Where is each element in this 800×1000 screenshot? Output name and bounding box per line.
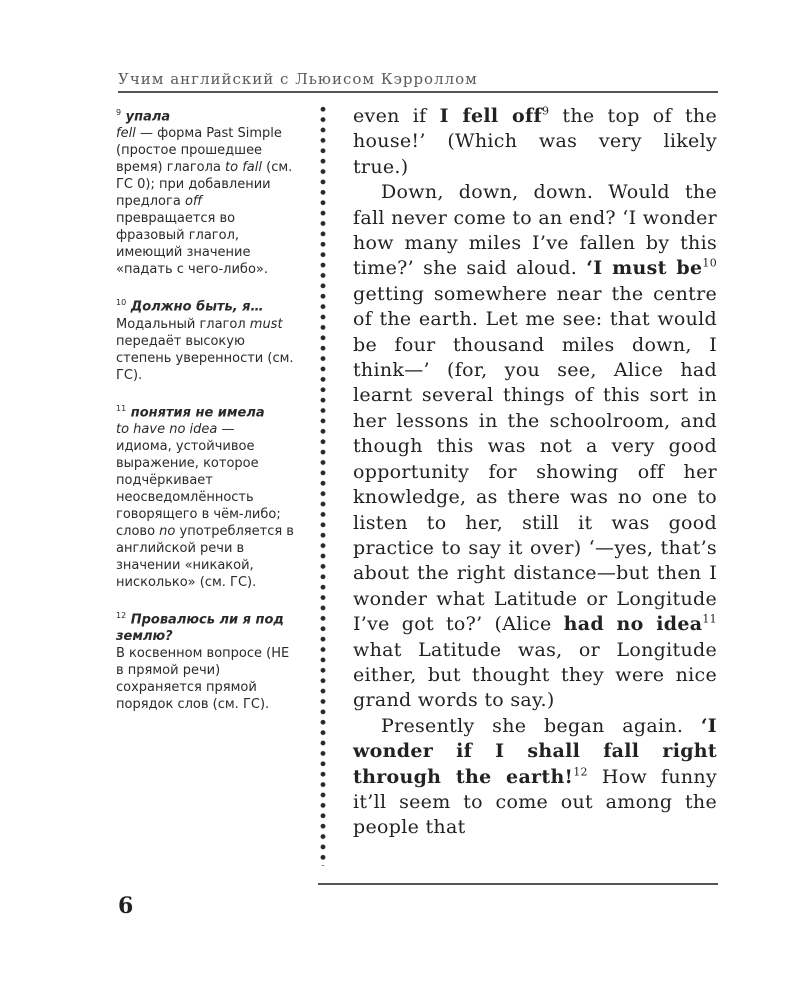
footer-divider: [318, 883, 718, 885]
main-text-column: [353, 104, 717, 841]
paragraph: [353, 180, 717, 714]
footnote-text: — форма Past Simple (простое прошедшее время) глагола: [116, 126, 282, 176]
paragraph: [353, 714, 717, 841]
footnote-text: — идиома, устойчивое выражение, которое подчёркивает неосведомлённость говорящего в чём-либо; слово: [116, 421, 281, 539]
highlighted-phrase: had no idea: [563, 613, 703, 636]
footnote-number: 10: [116, 298, 127, 308]
highlighted-phrase: I fell off: [439, 105, 542, 127]
footnote-heading: [116, 294, 294, 315]
page-number: 6: [118, 893, 134, 919]
text-run: even if: [353, 105, 440, 127]
footnotes-column: [116, 104, 294, 729]
footnote-text: употребляется в английской речи в значении «никакой, нисколько» (см. ГС).: [116, 523, 294, 590]
footnote-body: [116, 125, 294, 278]
footnote-term: off: [184, 194, 203, 210]
running-header: Учим английский с Льюисом Кэрроллом: [118, 70, 478, 88]
footnote-text: превращается во фразовый глагол, имеющий значение «падать с чего-либо».: [116, 211, 268, 278]
header-divider: [118, 91, 718, 93]
footnote-title: упала: [125, 109, 171, 125]
text-run: How funny it’ll seem to come out among the people that: [353, 765, 717, 839]
footnote-term: fell: [116, 126, 136, 142]
footnote-text: В косвенном вопросе (НЕ в прямой речи) сохраняется прямой порядок слов (см. ГС).: [116, 646, 290, 713]
dotted-column-divider: [318, 104, 328, 866]
footnote-ref: 10: [702, 257, 718, 271]
footnote-text: Модальный глагол: [116, 316, 250, 332]
footnote-body: [116, 645, 294, 713]
footnote-body: [116, 421, 294, 591]
footnote-title: Должно быть, я…: [130, 299, 264, 315]
footnote-ref: 9: [541, 104, 550, 118]
footnote-body: [116, 316, 294, 384]
footnote-title: Провалюсь ли я под землю?: [116, 612, 284, 645]
footnote-text: (см. ГС 0); при добавлении предлога: [116, 160, 293, 210]
text-run: the top of the house!’ (Which was very likely true.): [353, 105, 717, 178]
paragraph: [353, 104, 717, 180]
footnote-12: [116, 607, 294, 713]
footnote-title: понятия не имела: [130, 404, 265, 420]
text-run: what Latitude was, or Longitude either, but thought they were nice grand words to say.): [353, 638, 717, 712]
footnote-number: 9: [116, 108, 122, 117]
footnote-10: [116, 294, 294, 383]
text-run: getting somewhere near the centre of the earth. Let me see: that would be four thousand miles down, I think—’ (for, you see, Alice had learnt several things of this sort in her lessons in the schoolroom, and though this was not a very good opportunity for showing off her knowledge, as there was no one to listen to her, still it was good practice to say it over) ‘—yes, that’s about the right distance—but then I wonder what Latitude or Longitude I’ve got to?’ (Alice: [353, 282, 717, 636]
footnote-11: [116, 400, 294, 591]
text-run: Presently she began again.: [381, 714, 701, 737]
footnote-heading: [116, 400, 294, 421]
text-run: Down, down, down. Would the fall never come to an end? ‘I wonder how many miles I’ve fallen by this time?’ she said aloud.: [353, 181, 717, 280]
footnote-heading: [116, 104, 294, 125]
footnote-ref: 11: [702, 612, 717, 626]
footnote-ref: 12: [573, 765, 588, 779]
footnote-term: to fall: [225, 160, 262, 176]
footnote-number: 12: [116, 610, 127, 620]
footnote-term: to have no idea: [116, 421, 218, 437]
footnote-term: no: [159, 523, 176, 539]
highlighted-phrase: ‘I must be: [586, 257, 703, 280]
footnote-9: [116, 104, 294, 278]
footnote-number: 11: [116, 403, 127, 413]
highlighted-phrase: ‘I wonder if I shall fall right through the earth!: [353, 714, 717, 788]
footnote-text: передаёт высокую степень уверенности (см. ГС).: [116, 333, 294, 383]
footnote-heading: [116, 607, 294, 645]
footnote-term: must: [249, 316, 283, 332]
